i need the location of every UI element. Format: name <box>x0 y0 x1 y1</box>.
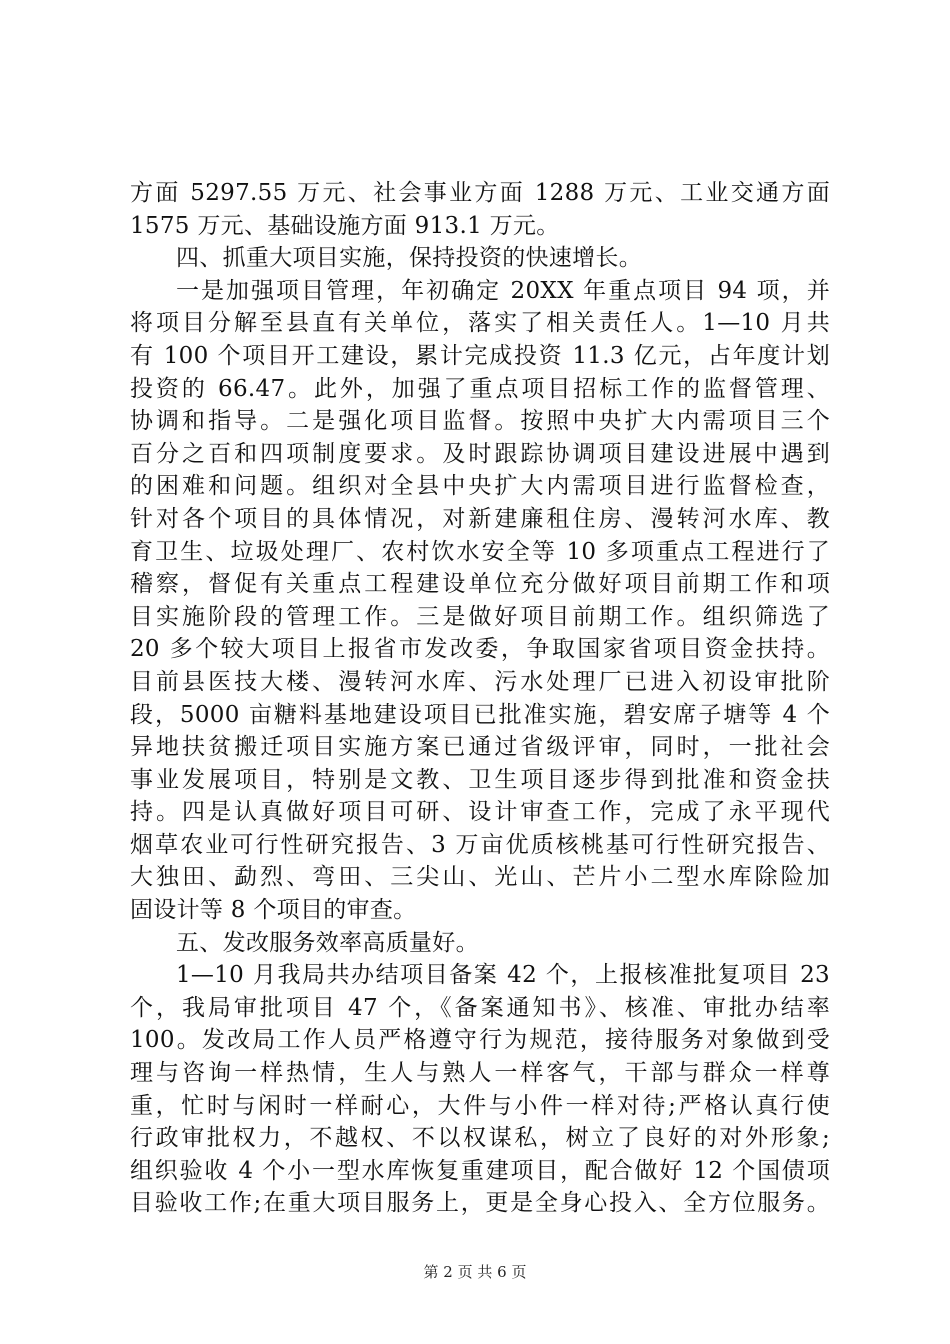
text-line: 协调和指导。二是强化项目监督。按照中央扩大内需项目三个 <box>130 408 830 435</box>
text-line: 针对各个项目的具体情况，对新建廉租住房、漫转河水库、教 <box>130 505 830 532</box>
text-line: 段，5000 亩糖料基地建设项目已批准实施，碧安席子塘等 4 个 <box>130 701 830 728</box>
text-line: 将项目分解至县直有关单位，落实了相关责任人。1—10 月共 <box>130 310 830 337</box>
text-line: 烟草农业可行性研究报告、3 万亩优质核桃基可行性研究报告、 <box>130 831 830 858</box>
text-line: 1—10 月我局共办结项目备案 42 个，上报核准批复项目 23 <box>176 962 830 989</box>
text-line: 异地扶贫搬迁项目实施方案已通过省级评审，同时，一批社会 <box>130 734 830 761</box>
text-line: 投资的 66.47。此外，加强了重点项目招标工作的监督管理、 <box>130 375 830 402</box>
text-line: 育卫生、垃圾处理厂、农村饮水安全等 10 多项重点工程进行了 <box>130 538 830 565</box>
text-line: 百分之百和四项制度要求。及时跟踪协调项目建设进展中遇到 <box>130 440 830 467</box>
text-line: 稽察，督促有关重点工程建设单位充分做好项目前期工作和项 <box>130 571 830 598</box>
text-line: 目前县医技大楼、漫转河水库、污水处理厂已进入初设审批阶 <box>130 668 830 695</box>
text-line: 20 多个较大项目上报省市发改委，争取国家省项目资金扶持。 <box>130 636 830 663</box>
section-heading: 五、发改服务效率高质量好。 <box>176 929 479 956</box>
text-line: 个，我局审批项目 47 个，《备案通知书》、核准、审批办结率 <box>130 994 830 1021</box>
page-footer: 第 2 页 共 6 页 <box>423 1263 527 1281</box>
body-text <box>130 177 830 1220</box>
text-line: 组织验收 4 个小一型水库恢复重建项目，配合做好 12 个国债项 <box>130 1157 830 1184</box>
text-line: 目实施阶段的管理工作。三是做好项目前期工作。组织筛选了 <box>130 603 830 630</box>
text-line: 有 100 个项目开工建设，累计完成投资 11.3 亿元，占年度计划 <box>130 342 830 369</box>
text-line: 行政审批权力，不越权、不以权谋私，树立了良好的对外形象; <box>130 1125 830 1152</box>
text-line: 方面 5297.55 万元、社会事业方面 1288 万元、工业交通方面 <box>130 180 830 206</box>
text-line: 重，忙时与闲时一样耐心，大件与小件一样对待;严格认真行使 <box>130 1092 830 1119</box>
text-line: 100。发改局工作人员严格遵守行为规范，接待服务对象做到受 <box>130 1027 830 1054</box>
text-line: 固设计等 8 个项目的审查。 <box>130 897 417 924</box>
text-line: 持。四是认真做好项目可研、设计审查工作，完成了永平现代 <box>130 799 830 826</box>
text-line: 理与咨询一样热情，生人与熟人一样客气，干部与群众一样尊 <box>130 1060 830 1087</box>
text-line: 目验收工作;在重大项目服务上，更是全身心投入、全方位服务。 <box>130 1190 830 1217</box>
text-line: 一是加强项目管理，年初确定 20XX 年重点项目 94 项，并 <box>176 277 830 304</box>
text-line: 事业发展项目，特别是文教、卫生项目逐步得到批准和资金扶 <box>130 766 830 793</box>
text-line: 1575 万元、基础设施方面 913.1 万元。 <box>130 212 560 239</box>
text-line: 大独田、勐烈、弯田、三尖山、光山、芒片小二型水库除险加 <box>130 864 830 891</box>
text-line: 的困难和问题。组织对全县中央扩大内需项目进行监督检查， <box>130 473 830 500</box>
section-heading: 四、抓重大项目实施，保持投资的快速增长。 <box>176 245 642 272</box>
